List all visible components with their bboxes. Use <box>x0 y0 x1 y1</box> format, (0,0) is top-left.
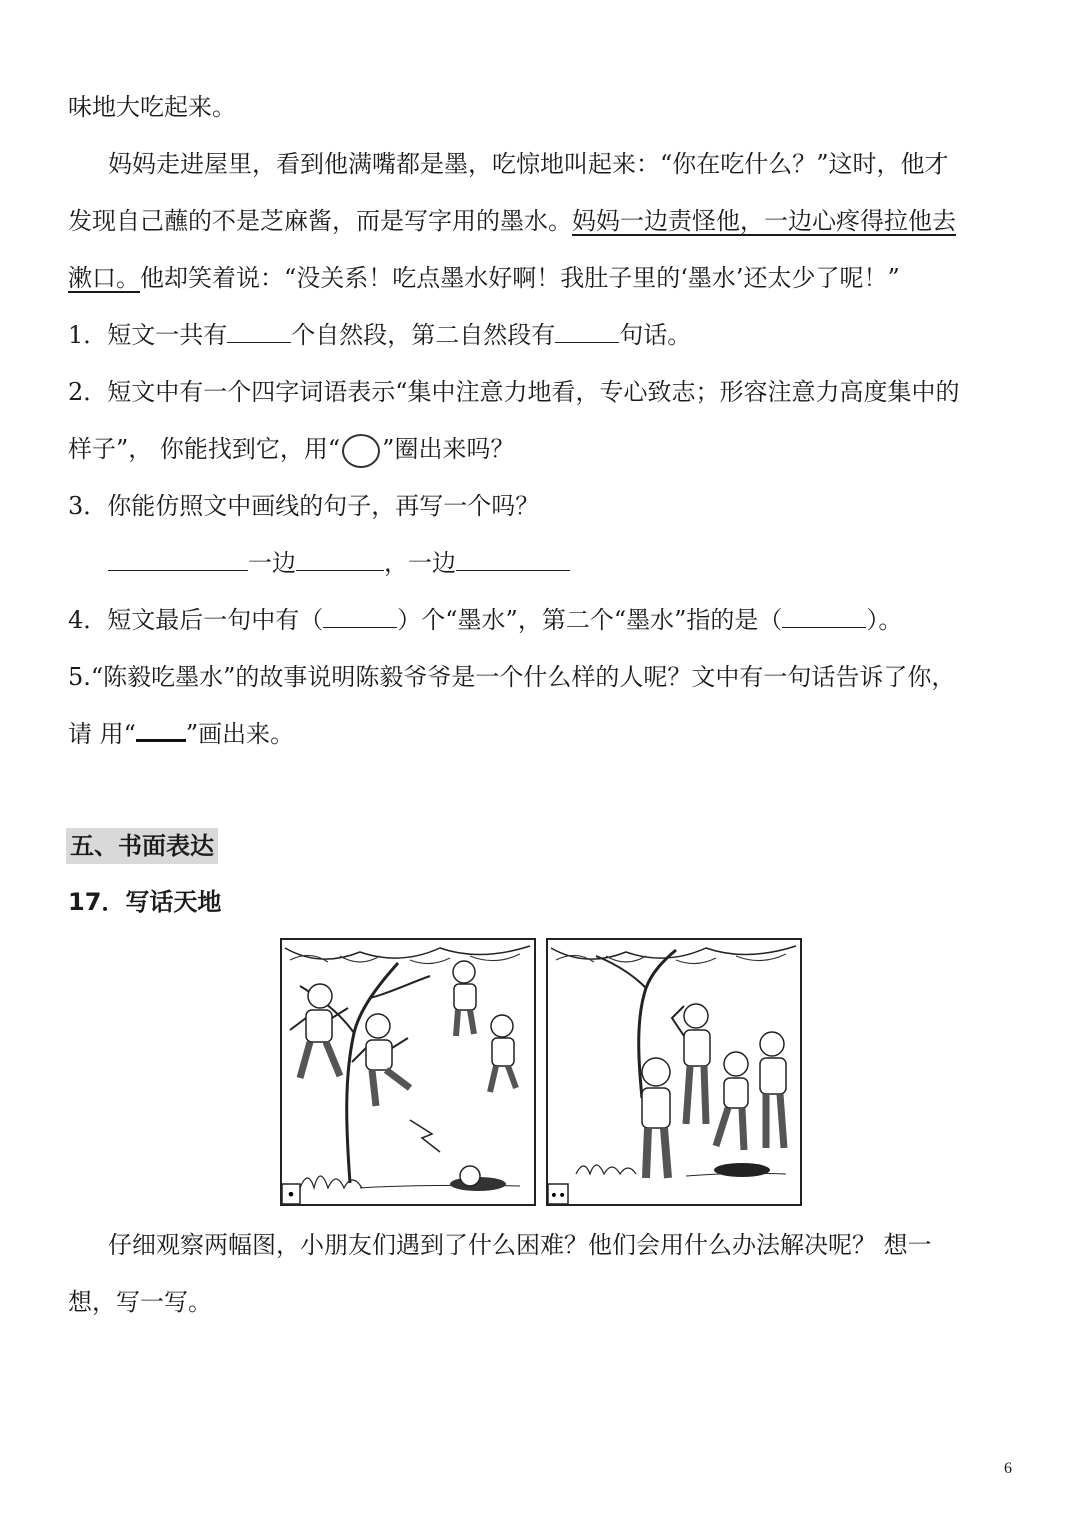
writing-prompt-line1: 仔细观察两幅图，小朋友们遇到了什么困难？他们会用什么办法解决呢？ 想一 <box>108 1231 932 1259</box>
underlined-sentence-end: 漱口。 <box>68 264 140 292</box>
question-5-line1: 5.“陈毅吃墨水”的故事说明陈毅爷爷是一个什么样的人呢？文中有一句话告诉了你， <box>68 663 956 691</box>
question-text: ”圈出来吗？ <box>382 435 515 463</box>
picture-panel-1 <box>280 938 536 1206</box>
question-5-line2 <box>68 717 1012 751</box>
passage-p2-line2 <box>68 204 1012 238</box>
passage-p2-line1: 妈妈走进屋里，看到他满嘴都是墨，吃惊地叫起来：“你在吃什么？”这时，他才 <box>108 150 949 178</box>
panel-marker: •• <box>549 1188 567 1204</box>
question-4 <box>68 603 1012 637</box>
answer-blank[interactable] <box>227 320 291 343</box>
question-3: 3．你能仿照文中画线的句子，再写一个吗？ <box>68 492 540 520</box>
question-3-fill <box>108 546 1012 580</box>
answer-blank[interactable] <box>555 320 619 343</box>
question-text: 1．短文一共有 <box>68 321 228 349</box>
question-text: 一边 <box>248 549 296 577</box>
question-text: 4．短文最后一句中有（ <box>68 606 324 634</box>
question-2-line2 <box>68 432 1012 468</box>
answer-blank[interactable] <box>108 548 248 571</box>
children-looking-into-hole-illustration <box>546 938 802 1206</box>
writing-prompt-line2: 想，写一写。 <box>68 1288 212 1316</box>
answer-blank[interactable] <box>782 605 866 628</box>
underlined-sentence: 妈妈一边责怪他，一边心疼得拉他去 <box>572 207 956 235</box>
question-text: 样子”， 你能找到它，用“ <box>68 435 341 463</box>
section-title: 五、书面表达 <box>66 828 218 864</box>
answer-blank[interactable] <box>456 548 570 571</box>
question-text: ”画出来。 <box>185 720 295 748</box>
answer-blank[interactable] <box>296 548 384 571</box>
passage-plain-text: 发现自己蘸的不是芝麻酱，而是写字用的墨水。 <box>68 207 572 235</box>
question-2-line1: 2．短文中有一个四字词语表示“集中注意力地看，专心致志；形容注意力高度集中的 <box>68 378 960 406</box>
children-chasing-ball-illustration <box>280 938 536 1206</box>
question-text: ，一边 <box>384 549 456 577</box>
passage-p2-line3 <box>68 261 1012 295</box>
passage-p1-end: 味地大吃起来。 <box>68 93 236 121</box>
question-text: ）个“墨水”，第二个“墨水”指的是（ <box>397 606 783 634</box>
panel-marker: • <box>286 1185 296 1204</box>
question-text: 个自然段，第二自然段有 <box>291 321 556 349</box>
page-number: 6 <box>1004 1460 1012 1477</box>
question-17-title: 17．写话天地 <box>68 888 222 916</box>
answer-blank[interactable] <box>323 605 397 628</box>
question-text: ）。 <box>866 606 903 634</box>
question-text: 句话。 <box>619 321 692 349</box>
question-1 <box>68 318 1012 352</box>
picture-panel-2 <box>546 938 802 1206</box>
question-text: 请 用“ <box>68 720 136 748</box>
underline-mark-icon <box>136 721 186 742</box>
passage-plain-text: 他却笑着说：“没关系！吃点墨水好啊！我肚子里的‘墨水’还太少了呢！” <box>140 264 900 292</box>
circle-mark-icon <box>342 434 380 468</box>
